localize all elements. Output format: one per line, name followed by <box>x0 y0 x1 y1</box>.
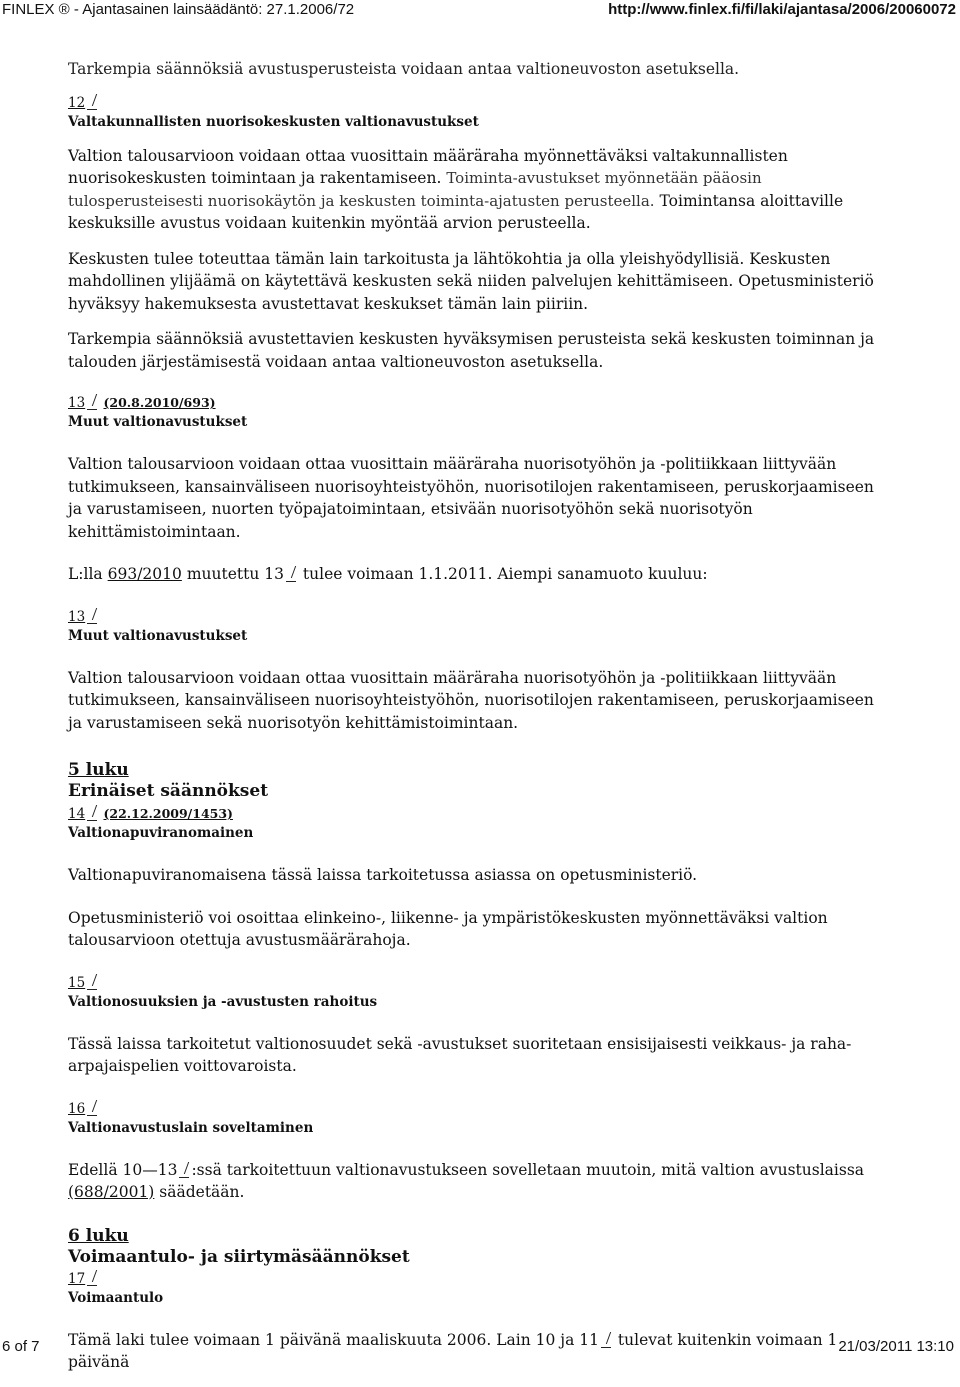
chapter-5-heading <box>68 760 888 802</box>
section-12-paragraph-1 <box>68 145 888 235</box>
section-13-old-title: Muut valtionavustukset <box>68 627 248 644</box>
s12-p1-text-b: Toiminta-avustukset myönnetään pääosin tulosperusteisesti nuorisokäytön ja keskusten toiminta-ajatusten perusteella. <box>68 169 762 210</box>
section-14-number[interactable]: 14 <box>68 806 86 822</box>
section-12-number[interactable]: 12 <box>68 94 86 111</box>
page-number: 6 of 7 <box>2 1338 40 1355</box>
chapter-5-number[interactable]: 5 luku <box>68 760 129 780</box>
intro-paragraph: Tarkempia säännöksiä avustusperusteista voidaan antaa valtioneuvoston asetuksella. <box>68 60 740 78</box>
section-14-heading <box>68 804 888 843</box>
section-12-heading <box>68 94 888 132</box>
note-text-c: tulee voimaan 1.1.2011. Aiempi sanamuoto kuuluu: <box>302 565 708 583</box>
print-footer <box>0 1338 960 1356</box>
print-header <box>0 0 960 24</box>
document-body <box>68 58 888 1387</box>
note-text-a: L:lla <box>68 565 103 583</box>
section-14-amendment-link[interactable]: (22.12.2009/1453) <box>103 806 233 821</box>
section-sign-icon <box>179 1162 189 1178</box>
section-13-amendment-link[interactable]: (20.8.2010/693) <box>103 395 216 410</box>
s12-p2-text-a: Keskusten tulee toteuttaa tämän lain tarkoitusta ja lähtökohtia ja olla yleishyödyllisiä. <box>68 249 745 268</box>
section-sign-icon <box>87 608 97 624</box>
section-17-title: Voimaantulo <box>68 1289 164 1306</box>
section-12-paragraph-3: Tarkempia säännöksiä avustettavien keskusten hyväksymisen perusteista sekä keskusten toiminnan ja talouden järjestämisestä voidaan antaa valtioneuvoston asetuksella. <box>68 330 875 371</box>
s16-text-a: Edellä 10—13 <box>68 1160 178 1179</box>
section-15-paragraph-1: Tässä laissa tarkoitetut valtionosuudet sekä -avustukset suoritetaan ensisijaisesti veikkaus- ja raha-arpajaispelien voittovaroista. <box>68 1034 852 1075</box>
section-16-number[interactable]: 16 <box>68 1100 86 1117</box>
header-url[interactable]: http://www.finlex.fi/fi/laki/ajantasa/2006/20060072 <box>608 1 956 18</box>
section-16-heading <box>68 1100 888 1138</box>
header-title: FINLEX ® - Ajantasainen lainsäädäntö: 27.1.2006/72 <box>2 1 355 18</box>
section-13-old-number[interactable]: 13 <box>68 608 86 625</box>
section-14-paragraph-2: Opetusministeriö voi osoittaa elinkeino-, liikenne- ja ympäristökeskusten myönnettäväksi valtion talousarvioon otettuja avustusmäärärahoja. <box>68 908 828 949</box>
section-13-paragraph-1: Valtion talousarvioon voidaan ottaa vuosittain määräraha nuorisotyöhön ja -politiikkaan liittyvään tutkimukseen, kansainväliseen nuorisoyhteistyöhön, nuorisotilojen rakentamiseen, peruskorjaamiseen ja varustamiseen, nuorten työpajatoimintaan, etsivään nuorisotyöhön sekä nuorisotyön kehittämistoimintaan. <box>68 455 874 541</box>
section-13-old-heading <box>68 608 888 646</box>
print-datetime: 21/03/2011 13:10 <box>838 1338 954 1355</box>
note-text-b: muutettu 13 <box>186 565 284 583</box>
section-14-title: Valtionapuviranomainen <box>68 825 254 841</box>
s17-text-b: tulevat kuitenkin voimaan 1 päivänä <box>68 1330 838 1371</box>
amendment-act-link[interactable]: 693/2010 <box>107 565 182 583</box>
section-16-paragraph-1 <box>68 1159 888 1204</box>
section-sign-icon <box>87 94 97 110</box>
chapter-6-title: Voimaantulo- ja siirtymäsäännökset <box>68 1246 410 1267</box>
s12-p2-text-c: Opetusministeriö hyväksyy hakemuksesta avustettavat keskukset tämän lain piiriin. <box>68 272 874 313</box>
s12-p1-text-a: Valtion talousarvioon voidaan ottaa vuosittain määräraha myönnettäväksi valtakunnallisten nuorisokeskusten toimintaan ja rakentamiseen. <box>68 146 788 187</box>
section-13-heading <box>68 393 888 432</box>
amendment-note <box>68 563 888 586</box>
chapter-6-heading <box>68 1226 888 1268</box>
section-14-paragraph-1: Valtionapuviranomaisena tässä laissa tarkoitetussa asiassa on opetusministeriö. <box>68 866 698 884</box>
s12-p1-text-c: Toimintansa aloittaville keskuksille avustus voidaan kuitenkin myöntää arvion perusteella. <box>68 191 844 232</box>
s16-text-c: säädetään. <box>159 1183 245 1201</box>
section-15-heading <box>68 974 888 1012</box>
section-sign-icon <box>87 1270 97 1286</box>
chapter-6-number[interactable]: 6 luku <box>68 1225 129 1246</box>
section-12-paragraph-2 <box>68 248 888 316</box>
section-17-number[interactable]: 17 <box>68 1270 86 1287</box>
section-sign-icon <box>87 1100 97 1116</box>
section-sign-icon <box>87 394 97 410</box>
section-sign-icon <box>87 974 97 990</box>
s17-text-a: Tämä laki tulee voimaan 1 päivänä maaliskuuta 2006. Lain 10 ja 11 <box>68 1330 599 1349</box>
section-13-number[interactable]: 13 <box>68 395 86 411</box>
section-17-heading <box>68 1270 888 1308</box>
section-sign-icon <box>286 566 296 582</box>
section-13-title: Muut valtionavustukset <box>68 414 248 430</box>
avustuslaki-link[interactable]: (688/2001) <box>68 1183 155 1201</box>
section-13-old-paragraph-1: Valtion talousarvioon voidaan ottaa vuosittain määräraha nuorisotyöhön ja -politiikkaan liittyvään tutkimukseen, kansainväliseen nuorisoyhteistyöhön, nuorisotilojen rakentamiseen, peruskorjaamiseen ja varustamiseen sekä nuorisotyön kehittämistoimintaan. <box>68 668 874 732</box>
section-12-title: Valtakunnallisten nuorisokeskusten valtionavustukset <box>68 113 479 130</box>
section-16-title: Valtionavustuslain soveltaminen <box>68 1119 314 1136</box>
s16-text-b: :ssä tarkoitettuun valtionavustukseen sovelletaan muutoin, mitä valtion avustuslaissa <box>191 1160 865 1179</box>
chapter-5-title: Erinäiset säännökset <box>68 781 269 801</box>
s12-p2-text-b: Keskusten mahdollinen ylijäämä on käytettävä keskusten sekä niiden palvelujen kehittämiseen. <box>68 249 831 290</box>
section-15-number[interactable]: 15 <box>68 974 86 991</box>
section-15-title: Valtionosuuksien ja -avustusten rahoitus <box>68 993 378 1010</box>
section-sign-icon <box>87 805 97 821</box>
